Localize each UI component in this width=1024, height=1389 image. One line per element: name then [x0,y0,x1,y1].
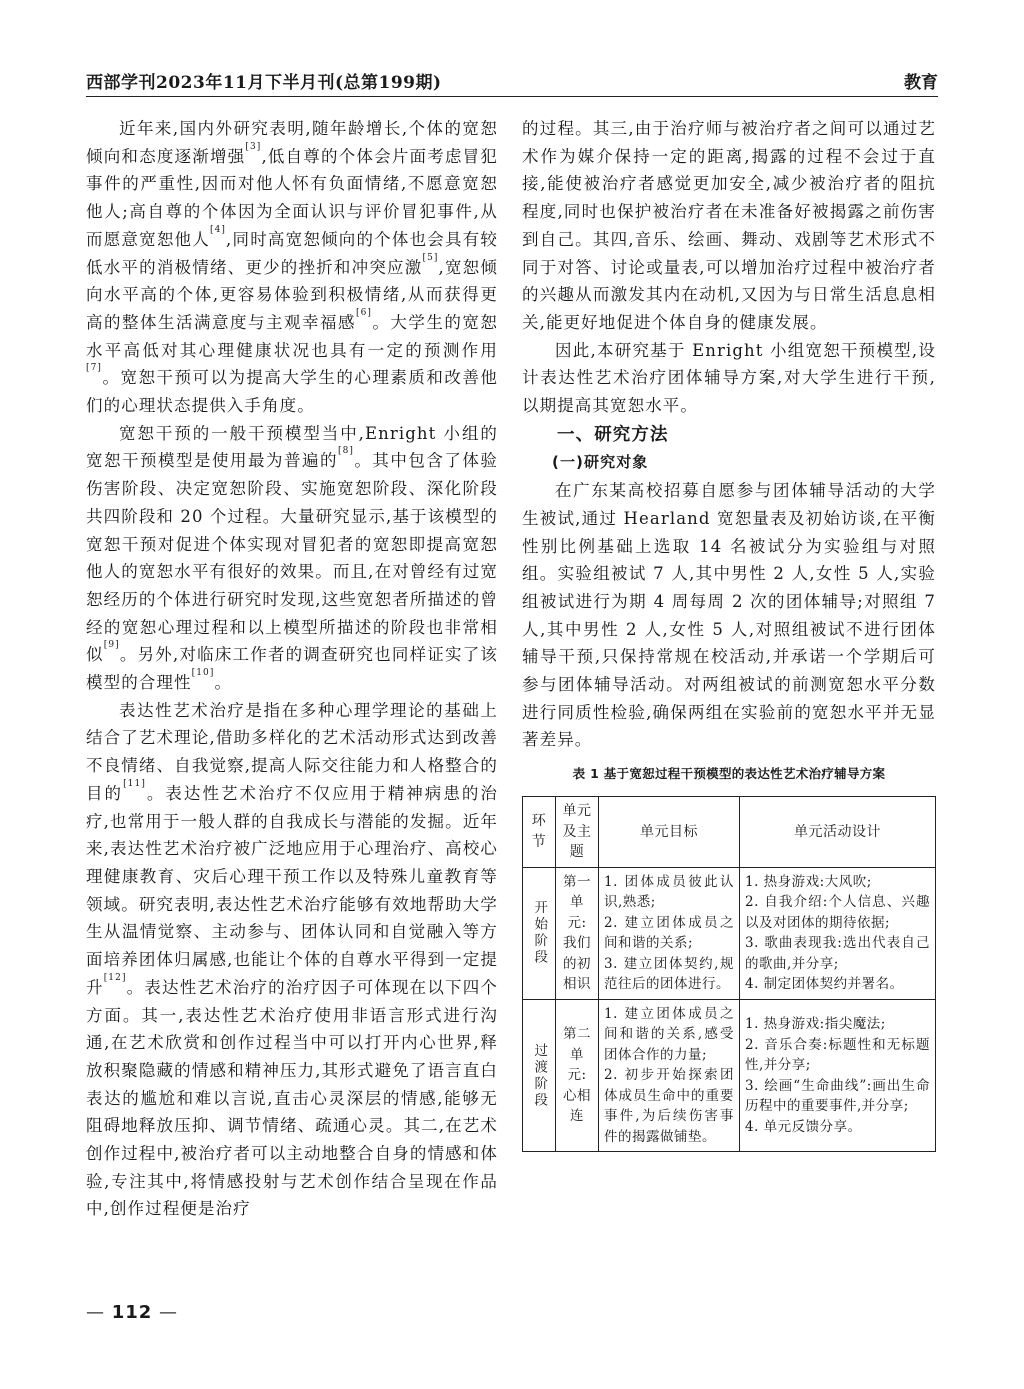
unit-cell: 第一单元:我们的初相识 [556,867,599,999]
section-name: 教育 [904,73,938,93]
column-header: 单元活动设计 [740,796,936,867]
paragraph: 因此,本研究基于 Enright 小组宽恕干预模型,设计表达性艺术治疗团体辅导方案,对大学生进行干预,以期提高其宽恕水平。 [522,340,936,416]
citation[interactable]: [4] [209,224,227,235]
citation[interactable]: [8] [337,446,355,457]
goal-cell: 1. 团体成员彼此认识,熟悉; 2. 建立团体成员之间和谐的关系; 3. 建立团体契约,规范往后的团体进行。 [599,867,740,999]
citation[interactable]: [7] [86,363,103,374]
citation[interactable]: [12] [103,972,127,983]
paragraph: 宽恕干预的一般干预模型当中,Enright 小组的宽恕干预模型是使用最为普遍的[8]。其中包含了体验伤害阶段、决定宽恕阶段、实施宽恕阶段、深化阶段共四阶段和 20 个过程。大量研究显示,基于该模型的宽恕干预对促进个体实现对冒犯者的宽恕即提高宽恕他人的宽恕水平有很好的效果。而且,在对曾经有过宽恕经历的个体进行研究时发现,这些宽恕者所描述的曾经的宽恕心理过程和以上模型所描述的阶段也非常相似[9]。另外,对临床工作者的调查研究也同样证实了该模型的合理性[10]。 [86,423,498,693]
page-number: 112 [111,1302,153,1323]
stage-cell: 开始阶段 [523,867,556,999]
citation[interactable]: [11] [123,778,146,789]
column-header: 单元目标 [599,796,740,867]
paragraph: 的过程。其三,由于治疗师与被治疗者之间可以通过艺术作为媒介保持一定的距离,揭露的过程不会过于直接,能使被治疗者感觉更加安全,减少被治疗者的阻抗程度,同时也保护被治疗者在未准备好被揭露之前伤害到自己。其四,音乐、绘画、舞动、戏剧等艺术形式不同于对答、讨论或量表,可以增加治疗过程中被治疗者的兴趣从而激发其内在动机,又因为与日常生活息息相关,能更好地促进个体自身的健康发展。 [522,119,936,332]
table-header-row [523,796,936,867]
citation[interactable]: [5] [422,252,439,263]
activity-cell: 1. 热身游戏:大风吹; 2. 自我介绍:个人信息、兴趣以及对团体的期待依据; 3. 歌曲表现我:选出代表自己的歌曲,并分享; 4. 制定团体契约并署名。 [740,867,936,999]
paragraph: 在广东某高校招募自愿参与团体辅导活动的大学生被试,通过 Hearland 宽恕量表及初始访谈,在平衡性别比例基础上选取 14 名被试分为实验组与对照组。实验组被试 7 人,其中男性 2 人,女性 5 人,实验组被试进行为期 4 周每周 2 次的团体辅导;对照组 7 人,其中男性 2 人,女性 5 人,对照组被试不进行团体辅导干预,只保持常规在校活动,并承诺一个学期后可参与团体辅导活动。对两组被试的前测宽恕水平分数进行同质性检验,确保两组在实验前的宽恕水平并无显著差异。 [522,481,936,750]
stage-cell: 过渡阶段 [523,999,556,1152]
counseling-plan-table [522,796,936,1153]
right-column [522,115,936,1152]
table-row [523,867,936,999]
citation[interactable]: [9] [103,640,120,651]
goal-cell: 1. 建立团体成员之间和谐的关系,感受团体合作的力量; 2. 初步开始探索团体成员生命中的重要事件,为后续伤害事件的揭露做铺垫。 [599,999,740,1152]
table-row [523,999,936,1152]
page-footer: — 112 — [86,1302,179,1323]
table-caption: 表 1 基于宽恕过程干预模型的表达性艺术治疗辅导方案 [572,766,886,782]
activity-cell: 1. 热身游戏:指尖魔法; 2. 音乐合奏:标题性和无标题性,并分享; 3. 绘画“生命曲线”:画出生命历程中的重要事件,并分享; 4. 单元反馈分享。 [740,999,936,1152]
journal-title: 西部学刊2023年11月下半月刊(总第199期) [86,73,442,93]
citation[interactable]: [3] [245,141,262,152]
column-header: 单元及主题 [556,796,599,867]
left-column [86,115,498,1223]
unit-cell: 第二单元:心相连 [556,999,599,1152]
running-header [86,66,938,97]
citation[interactable]: [10] [191,668,215,679]
section-heading: 一、研究方法 [557,424,669,445]
paragraph: 表达性艺术治疗是指在多种心理学理论的基础上结合了艺术理论,借助多样化的艺术活动形式达到改善不良情绪、自我觉察,提高人际交往能力和人格整合的目的[11]。表达性艺术治疗不仅应用于精神病患的治疗,也常用于一般人群的自我成长与潜能的发掘。近年来,表达性艺术治疗被广泛地应用于心理治疗、高校心理健康教育、灾后心理干预工作以及特殊儿童教育等领域。研究表明,表达性艺术治疗能够有效地帮助大学生从温情觉察、主动参与、团体认同和自觉融入等方面培养团体归属感,也能让个体的自尊水平得到一定提升[12]。表达性艺术治疗的治疗因子可体现在以下四个方面。其一,表达性艺术治疗使用非语言形式进行沟通,在艺术欣赏和创作过程当中可以打开内心世界,释放积聚隐藏的情感和精神压力,其形式避免了语言直白表达的尴尬和难以言说,直击心灵深层的情感,能够无阻碍地释放压抑、调节情绪、疏通心灵。其二,在艺术创作过程中,被治疗者可以主动地整合自身的情感和体验,专注其中,将情感投射与艺术创作结合呈现在作品中,创作过程便是治疗 [86,700,498,1219]
citation[interactable]: [6] [355,307,373,318]
subsection-heading: (一)研究对象 [552,453,649,472]
column-header: 环节 [523,796,556,867]
paragraph: 近年来,国内外研究表明,随年龄增长,个体的宽恕倾向和态度逐渐增强[3],低自尊的个体会片面考虑冒犯事件的严重性,因而对他人怀有负面情绪,不愿意宽恕他人;高自尊的个体因为全面认识与评价冒犯事件,从而愿意宽恕他人[4],同时高宽恕倾向的个体也会具有较低水平的消极情绪、更少的挫折和冲突应激[5],宽恕倾向水平高的个体,更容易体验到积极情绪,从而获得更高的整体生活满意度与主观幸福感[6]。大学生的宽恕水平高低对其心理健康状况也具有一定的预测作用[7]。宽恕干预可以为提高大学生的心理素质和改善他们的心理状态提供入手角度。 [86,119,499,416]
